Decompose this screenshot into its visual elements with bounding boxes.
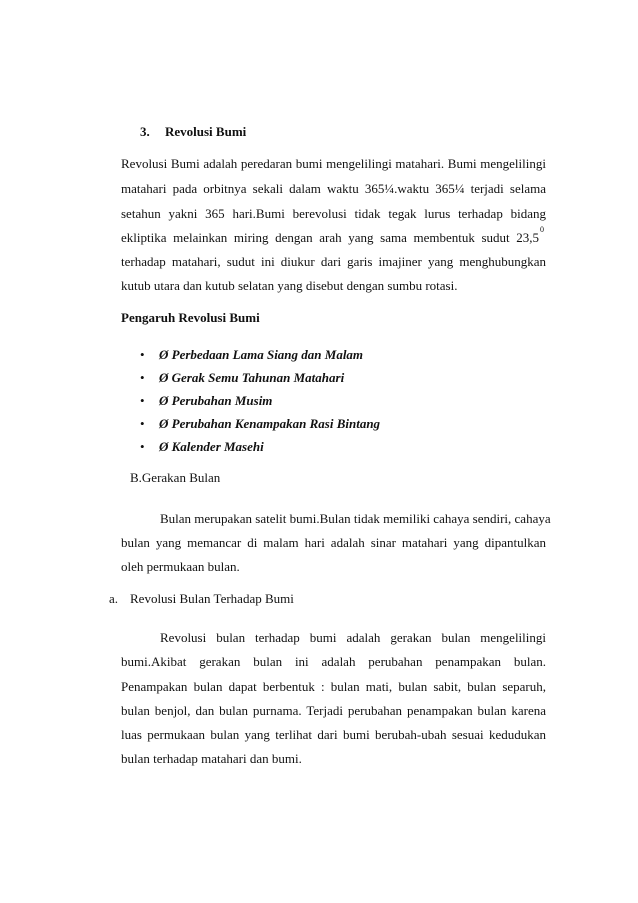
paragraph-line: luas permukaan bulan yang terlihat dari bumi berubah-ubah sesuai kedudukan (121, 727, 546, 742)
paragraph-line: Revolusi bulan terhadap bumi adalah gerakan bulan mengelilingi (160, 630, 546, 645)
bullet-icon: • (140, 439, 145, 454)
paragraph-line: matahari pada orbitnya sekali dalam waktu 365¼.waktu 365¼ terjadi selama (121, 181, 546, 196)
paragraph-line: bulan benjol, dan bulan purnama. Terjadi perubahan penampakan bulan karena (121, 703, 546, 718)
paragraph-line: Bulan merupakan satelit bumi.Bulan tidak memiliki cahaya sendiri, cahaya (160, 511, 551, 526)
revolusi-bulan-heading: Revolusi Bulan Terhadap Bumi (130, 591, 294, 606)
list-item-text: Ø Gerak Semu Tahunan Matahari (159, 370, 345, 385)
list-item-text: Ø Perubahan Musim (159, 393, 273, 408)
paragraph-line: kutub utara dan kutub selatan yang disebut dengan sumbu rotasi. (121, 278, 458, 293)
section-number: 3. (140, 124, 150, 139)
pengaruh-heading: Pengaruh Revolusi Bumi (121, 310, 260, 325)
bullet-icon: • (140, 416, 145, 431)
paragraph-line: terhadap matahari, sudut ini diukur dari garis imajiner yang menghubungkan (121, 254, 546, 269)
section-title: Revolusi Bumi (165, 124, 247, 139)
list-item-text: Ø Perbedaan Lama Siang dan Malam (159, 347, 364, 362)
bullet-icon: • (140, 347, 145, 362)
bullet-icon: • (140, 393, 145, 408)
gerakan-bulan-heading: B.Gerakan Bulan (130, 470, 221, 485)
paragraph-line: oleh permukaan bulan. (121, 559, 240, 574)
paragraph-line: Penampakan bulan dapat berbentuk : bulan mati, bulan sabit, bulan separuh, (121, 679, 546, 694)
paragraph-line: ekliptika melainkan miring dengan arah yang sama membentuk sudut 23,5 (121, 230, 539, 245)
list-item-text: Ø Perubahan Kenampakan Rasi Bintang (159, 416, 381, 431)
list-item-text: Ø Kalender Masehi (159, 439, 264, 454)
paragraph-line: Revolusi Bumi adalah peredaran bumi mengelilingi matahari. Bumi mengelilingi (121, 156, 546, 171)
bullet-icon: • (140, 370, 145, 385)
paragraph-line: bulan terhadap matahari dan bumi. (121, 751, 302, 766)
paragraph-line: bumi.Akibat gerakan bulan ini adalah perubahan penampakan bulan. (121, 654, 546, 669)
list-label: a. (109, 591, 119, 606)
paragraph-line: setahun yakni 365 hari.Bumi berevolusi tidak tegak lurus terhadap bidang (121, 206, 546, 221)
paragraph-line: bulan yang memancar di malam hari adalah sinar matahari yang dipantulkan (121, 535, 546, 550)
